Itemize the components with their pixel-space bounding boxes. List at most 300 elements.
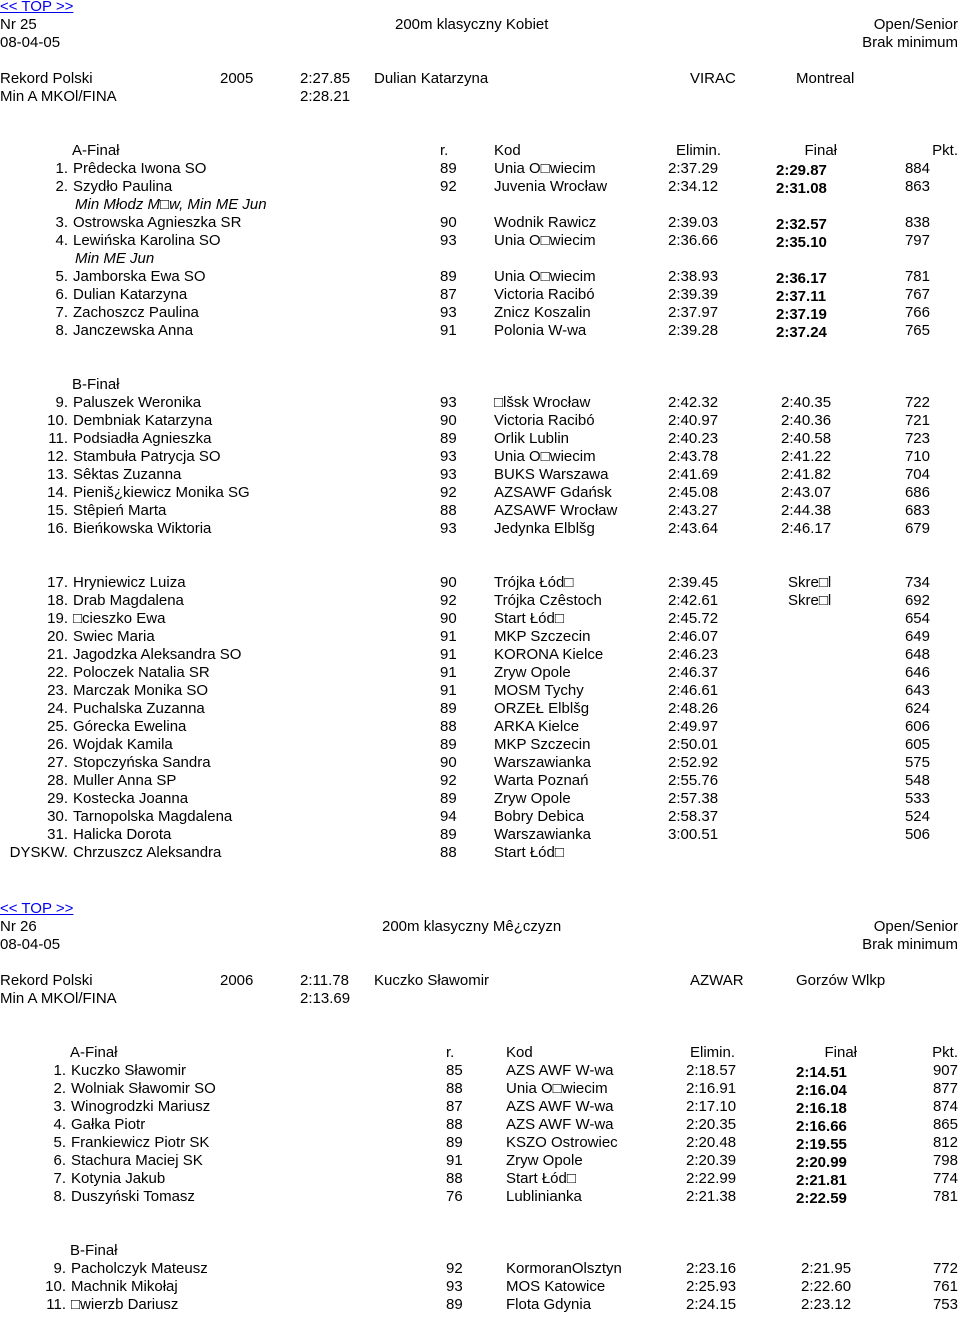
result-points: 722	[904, 394, 930, 411]
result-year: 85	[446, 1062, 463, 1079]
result-final-time: 2:43.07	[781, 484, 832, 501]
result-elim-time: 2:23.16	[686, 1260, 737, 1277]
record-label: Rekord Polski	[0, 70, 93, 87]
result-club: AZS AWF W-wa	[506, 1098, 614, 1115]
top-link[interactable]: << TOP >>	[0, 900, 74, 917]
result-points: 649	[904, 628, 930, 645]
event-number: Nr 26	[0, 918, 37, 935]
result-position: 23.	[47, 682, 68, 699]
record-time: 2:11.78	[300, 972, 349, 989]
result-final-time: 2:31.08	[776, 180, 827, 197]
result-elim-time: 2:49.97	[668, 718, 719, 735]
result-name: Dulian Katarzyna	[73, 286, 188, 303]
result-final-time: 2:40.58	[781, 430, 832, 447]
result-points: 774	[932, 1170, 958, 1187]
result-elim-time: 2:45.08	[668, 484, 719, 501]
result-points: 863	[904, 178, 930, 195]
result-name: Podsiadła Agnieszka	[73, 430, 212, 447]
result-position: 7.	[55, 304, 68, 321]
result-club: Znicz Koszalin	[494, 304, 591, 321]
result-position: 10.	[45, 1278, 66, 1295]
result-final-time: 2:41.22	[781, 448, 832, 465]
result-points: 721	[904, 412, 930, 429]
result-points: 797	[904, 232, 930, 249]
result-year: 88	[440, 502, 457, 519]
result-final-time: 2:21.81	[796, 1172, 847, 1189]
result-year: 89	[440, 700, 457, 717]
event-number: Nr 25	[0, 16, 37, 33]
record-name: Dulian Katarzyna	[374, 70, 489, 87]
result-club: Start Łód□	[494, 844, 564, 861]
result-elim-time: 2:48.26	[668, 700, 719, 717]
result-club: Jedynka Elblšg	[494, 520, 595, 537]
result-position: 8.	[55, 322, 68, 339]
result-name: Stachura Maciej SK	[71, 1152, 203, 1169]
result-points: 606	[904, 718, 930, 735]
header-final-a: A-Finał	[72, 142, 120, 159]
result-name: Puchalska Zuzanna	[73, 700, 205, 717]
result-elim-time: 2:18.57	[686, 1062, 737, 1079]
result-position: 13.	[47, 466, 68, 483]
result-points: 679	[904, 520, 930, 537]
result-elim-time: 2:40.23	[668, 430, 719, 447]
result-club: Unia O□wiecim	[494, 160, 596, 177]
result-elim-time: 2:42.32	[668, 394, 719, 411]
result-name: Duszyński Tomasz	[71, 1188, 195, 1205]
result-position: 7.	[53, 1170, 66, 1187]
result-year: 89	[440, 826, 457, 843]
result-club: Lublinianka	[506, 1188, 582, 1205]
result-name: Drab Magdalena	[73, 592, 184, 609]
result-name: Halicka Dorota	[73, 826, 172, 843]
header-final: Finał	[804, 142, 837, 159]
result-elim-time: 2:20.35	[686, 1116, 737, 1133]
result-club: Unia O□wiecim	[494, 232, 596, 249]
result-year: 91	[440, 646, 457, 663]
result-elim-time: 2:39.45	[668, 574, 719, 591]
result-points: 734	[904, 574, 930, 591]
result-position: 2.	[53, 1080, 66, 1097]
result-name: Tarnopolska Magdalena	[73, 808, 233, 825]
result-points: 648	[904, 646, 930, 663]
result-year: 91	[446, 1152, 463, 1169]
result-points: 506	[904, 826, 930, 843]
result-elim-time: 2:22.99	[686, 1170, 737, 1187]
result-year: 76	[446, 1188, 463, 1205]
result-name: Muller Anna SP	[73, 772, 177, 789]
result-final-time: 2:41.82	[781, 466, 832, 483]
result-position: 11.	[46, 1296, 66, 1313]
result-final-time: 2:20.99	[796, 1154, 847, 1171]
result-club: Juvenia Wrocław	[494, 178, 608, 195]
result-position: 25.	[47, 718, 68, 735]
record-club: AZWAR	[690, 972, 744, 989]
result-elim-time: 2:43.64	[668, 520, 719, 537]
header-final: Finał	[824, 1044, 857, 1061]
result-name: Wolniak Sławomir SO	[71, 1080, 216, 1097]
result-position: 21.	[47, 646, 68, 663]
result-year: 93	[440, 466, 457, 483]
result-year: 90	[440, 610, 457, 627]
result-final-time: 2:16.18	[796, 1100, 847, 1117]
result-position: 14.	[47, 484, 68, 501]
header-elim: Elimin.	[676, 142, 722, 159]
result-year: 92	[440, 178, 457, 195]
result-year: 89	[446, 1296, 463, 1313]
record-club: VIRAC	[690, 70, 736, 87]
result-elim-time: 2:39.28	[668, 322, 719, 339]
result-points: 838	[904, 214, 930, 231]
result-year: 88	[446, 1116, 463, 1133]
result-year: 93	[440, 232, 457, 249]
result-club: MOSM Tychy	[494, 682, 584, 699]
result-name: Górecka Ewelina	[73, 718, 187, 735]
result-position: DYSKW.	[9, 844, 68, 861]
header-year: r.	[440, 142, 449, 159]
result-points: 646	[904, 664, 930, 681]
result-club: ARKA Kielce	[494, 718, 580, 735]
result-club: KSZO Ostrowiec	[506, 1134, 618, 1151]
result-club: Wodnik Rawicz	[494, 214, 597, 231]
result-final-time: 2:44.38	[781, 502, 832, 519]
result-final-time: 2:29.87	[776, 162, 827, 179]
result-final-time: 2:40.36	[781, 412, 832, 429]
result-final-time: 2:35.10	[776, 234, 827, 251]
record-year: 2006	[220, 972, 254, 989]
result-final-time: 2:37.24	[776, 324, 827, 341]
result-name: □wierzb Dariusz	[71, 1296, 179, 1313]
result-final-time: 2:40.35	[781, 394, 832, 411]
result-final-time: 2:46.17	[781, 520, 832, 537]
result-elim-time: 2:52.92	[668, 754, 719, 771]
result-year: 91	[440, 682, 457, 699]
result-points: 781	[932, 1188, 958, 1205]
result-position: 20.	[47, 628, 68, 645]
result-club: Trójka Czêstoch	[494, 592, 602, 609]
result-points: 524	[904, 808, 930, 825]
result-position: 28.	[47, 772, 68, 789]
result-year: 88	[440, 844, 457, 861]
result-elim-time: 2:39.39	[668, 286, 719, 303]
result-position: 10.	[47, 412, 68, 429]
result-club: BUKS Warszawa	[494, 466, 609, 483]
result-position: 4.	[55, 232, 68, 249]
result-name: Szydło Paulina	[73, 178, 173, 195]
result-club: Start Łód□	[506, 1170, 576, 1187]
result-club: Warta Poznań	[494, 772, 589, 789]
result-club: KORONA Kielce	[494, 646, 604, 663]
header-year: r.	[446, 1044, 455, 1061]
result-name: Lewińska Karolina SO	[73, 232, 221, 249]
record-year: 2005	[220, 70, 254, 87]
event-minimum: Brak minimum	[862, 34, 958, 51]
result-name: Frankiewicz Piotr SK	[71, 1134, 210, 1151]
result-final-time: 2:22.59	[796, 1190, 847, 1207]
result-name: Jamborska Ewa SO	[73, 268, 206, 285]
result-points: 884	[904, 160, 930, 177]
result-club: Warszawianka	[494, 826, 591, 843]
result-points: 874	[932, 1098, 958, 1115]
result-position: 3.	[55, 214, 68, 231]
min-a-time: 2:13.69	[300, 990, 351, 1007]
result-club: Bobry Debica	[494, 808, 585, 825]
event-category: Open/Senior	[873, 16, 958, 33]
result-position: 9.	[53, 1260, 66, 1277]
header-club: Kod	[494, 142, 521, 159]
record-city: Montreal	[796, 70, 855, 87]
min-a-label: Min A MKOl/FINA	[0, 88, 117, 105]
result-club: Trójka Łód□	[494, 574, 574, 591]
result-elim-time: 2:46.07	[668, 628, 719, 645]
result-year: 92	[440, 772, 457, 789]
result-year: 94	[440, 808, 457, 825]
result-elim-time: 2:20.39	[686, 1152, 737, 1169]
result-final-time: Skre□l	[788, 574, 832, 591]
result-points: 761	[932, 1278, 958, 1295]
result-year: 91	[440, 628, 457, 645]
result-club: ORZEŁ Elblšg	[494, 700, 590, 717]
result-name: Stopczyńska Sandra	[73, 754, 211, 771]
min-a-label: Min A MKOl/FINA	[0, 990, 117, 1007]
result-year: 92	[446, 1260, 463, 1277]
result-points: 723	[904, 430, 930, 447]
result-position: 6.	[53, 1152, 66, 1169]
result-club: Flota Gdynia	[506, 1296, 592, 1313]
result-position: 5.	[55, 268, 68, 285]
result-club: AZSAWF Gdańsk	[494, 484, 612, 501]
result-name: Kostecka Joanna	[73, 790, 189, 807]
result-year: 88	[440, 718, 457, 735]
result-name: Swiec Maria	[73, 628, 155, 645]
result-name: Zachoszcz Paulina	[73, 304, 199, 321]
result-position: 1.	[53, 1062, 66, 1079]
result-points: 643	[904, 682, 930, 699]
result-elim-time: 2:16.91	[686, 1080, 737, 1097]
result-elim-time: 2:43.27	[668, 502, 719, 519]
result-final-time: 2:22.60	[801, 1278, 852, 1295]
result-club: AZSAWF Wrocław	[494, 502, 618, 519]
result-name: Dembniak Katarzyna	[73, 412, 213, 429]
result-points: 767	[904, 286, 930, 303]
result-year: 92	[440, 592, 457, 609]
result-position: 18.	[47, 592, 68, 609]
result-year: 90	[440, 574, 457, 591]
result-position: 27.	[47, 754, 68, 771]
result-points: 533	[904, 790, 930, 807]
result-points: 877	[932, 1080, 958, 1097]
result-final-time: 2:23.12	[801, 1296, 852, 1313]
result-elim-time: 2:36.66	[668, 232, 719, 249]
event-date: 08-04-05	[0, 936, 61, 953]
result-final-time: 2:19.55	[796, 1136, 847, 1153]
result-points: 686	[904, 484, 930, 501]
result-position: 2.	[55, 178, 68, 195]
result-name: Paluszek Weronika	[73, 394, 202, 411]
result-points: 798	[932, 1152, 958, 1169]
result-position: 31.	[47, 826, 68, 843]
event-title: 200m klasyczny Kobiet	[395, 16, 549, 33]
result-elim-time: 2:24.15	[686, 1296, 737, 1313]
result-name: Stêpień Marta	[73, 502, 167, 519]
result-club: AZS AWF W-wa	[506, 1062, 614, 1079]
result-name: Marczak Monika SO	[73, 682, 209, 699]
result-name: Wojdak Kamila	[73, 736, 173, 753]
result-points: 781	[904, 268, 930, 285]
result-final-time: 2:16.04	[796, 1082, 847, 1099]
result-year: 87	[440, 286, 457, 303]
result-position: 15.	[47, 502, 68, 519]
result-elim-time: 2:50.01	[668, 736, 719, 753]
result-club: Polonia W-wa	[494, 322, 587, 339]
result-elim-time: 2:42.61	[668, 592, 719, 609]
result-club: Zryw Opole	[494, 664, 571, 681]
result-elim-time: 2:55.76	[668, 772, 719, 789]
result-name: Ostrowska Agnieszka SR	[73, 214, 242, 231]
result-points: 765	[904, 322, 930, 339]
result-year: 90	[440, 214, 457, 231]
result-points: 766	[904, 304, 930, 321]
result-note: Min Młodz M□w, Min ME Jun	[75, 196, 267, 213]
event-nr-26	[0, 900, 960, 1317]
result-position: 1.	[55, 160, 68, 177]
result-name: Winogrodzki Mariusz	[71, 1098, 211, 1115]
result-points: 812	[932, 1134, 958, 1151]
result-points: 624	[904, 700, 930, 717]
header-elim: Elimin.	[690, 1044, 736, 1061]
result-position: 9.	[55, 394, 68, 411]
result-club: Victoria Racibó	[494, 412, 595, 429]
result-position: 6.	[55, 286, 68, 303]
event-minimum: Brak minimum	[862, 936, 958, 953]
result-position: 26.	[47, 736, 68, 753]
result-year: 90	[440, 754, 457, 771]
result-year: 89	[440, 160, 457, 177]
result-position: 4.	[53, 1116, 66, 1133]
result-year: 89	[440, 268, 457, 285]
result-points: 907	[932, 1062, 958, 1079]
result-elim-time: 3:00.51	[668, 826, 719, 843]
result-elim-time: 2:46.23	[668, 646, 719, 663]
result-final-time: 2:14.51	[796, 1064, 847, 1081]
result-name: Hryniewicz Luiza	[73, 574, 186, 591]
result-club: Zryw Opole	[506, 1152, 583, 1169]
header-pts: Pkt.	[932, 142, 958, 159]
result-position: 24.	[47, 700, 68, 717]
result-year: 89	[440, 790, 457, 807]
result-club: □lšsk Wrocław	[494, 394, 591, 411]
result-year: 91	[440, 664, 457, 681]
result-elim-time: 2:43.78	[668, 448, 719, 465]
result-name: Stambuła Patrycja SO	[73, 448, 221, 465]
result-position: 30.	[47, 808, 68, 825]
result-year: 88	[446, 1170, 463, 1187]
result-name: Janczewska Anna	[73, 322, 194, 339]
result-points: 692	[904, 592, 930, 609]
result-elim-time: 2:40.97	[668, 412, 719, 429]
result-club: KormoranOlsztyn	[506, 1260, 622, 1277]
event-date: 08-04-05	[0, 34, 61, 51]
result-elim-time: 2:38.93	[668, 268, 719, 285]
result-position: 17.	[47, 574, 68, 591]
result-club: Orlik Lublin	[494, 430, 570, 447]
result-position: 3.	[53, 1098, 66, 1115]
record-name: Kuczko Sławomir	[374, 972, 490, 989]
result-club: MKP Szczecin	[494, 628, 591, 645]
result-elim-time: 2:17.10	[686, 1098, 737, 1115]
header-club: Kod	[506, 1044, 533, 1061]
result-points: 710	[904, 448, 930, 465]
header-final-b: B-Finał	[70, 1242, 118, 1259]
result-elim-time: 2:21.38	[686, 1188, 737, 1205]
result-club: Victoria Racibó	[494, 286, 595, 303]
result-final-time: Skre□l	[788, 592, 832, 609]
result-points: 704	[904, 466, 930, 483]
result-points: 575	[904, 754, 930, 771]
result-elim-time: 2:20.48	[686, 1134, 737, 1151]
result-position: 11.	[48, 430, 68, 447]
result-club: Start Łód□	[494, 610, 564, 627]
result-year: 89	[440, 430, 457, 447]
result-position: 22.	[47, 664, 68, 681]
result-points: 654	[904, 610, 930, 627]
result-year: 91	[440, 322, 457, 339]
event-category: Open/Senior	[873, 918, 958, 935]
event-title: 200m klasyczny Mê¿czyzn	[382, 918, 562, 935]
result-name: Kuczko Sławomir	[71, 1062, 187, 1079]
result-elim-time: 2:39.03	[668, 214, 719, 231]
result-elim-time: 2:41.69	[668, 466, 719, 483]
result-name: Pacholczyk Mateusz	[71, 1260, 208, 1277]
result-name: Machnik Mikołaj	[71, 1278, 178, 1295]
result-year: 92	[440, 484, 457, 501]
result-final-time: 2:32.57	[776, 216, 827, 233]
result-elim-time: 2:37.29	[668, 160, 719, 177]
result-club: AZS AWF W-wa	[506, 1116, 614, 1133]
result-year: 90	[440, 412, 457, 429]
result-elim-time: 2:46.37	[668, 664, 719, 681]
header-pts: Pkt.	[932, 1044, 958, 1061]
result-name: □cieszko Ewa	[73, 610, 166, 627]
result-club: Zryw Opole	[494, 790, 571, 807]
result-points: 605	[904, 736, 930, 753]
min-a-time: 2:28.21	[300, 88, 351, 105]
result-club: Warszawianka	[494, 754, 591, 771]
result-points: 753	[932, 1296, 958, 1313]
result-elim-time: 2:58.37	[668, 808, 719, 825]
result-name: Bieńkowska Wiktoria	[73, 520, 212, 537]
result-final-time: 2:16.66	[796, 1118, 847, 1135]
result-name: Poloczek Natalia SR	[73, 664, 210, 681]
result-name: Prêdecka Iwona SO	[73, 160, 207, 177]
result-year: 93	[440, 520, 457, 537]
result-note: Min ME Jun	[75, 250, 155, 267]
header-final-a: A-Finał	[70, 1044, 118, 1061]
result-club: MKP Szczecin	[494, 736, 591, 753]
result-position: 16.	[47, 520, 68, 537]
result-position: 8.	[53, 1188, 66, 1205]
result-final-time: 2:37.11	[776, 288, 827, 305]
result-name: Kotynia Jakub	[71, 1170, 166, 1187]
top-link[interactable]: << TOP >>	[0, 0, 74, 15]
result-club: Unia O□wiecim	[494, 268, 596, 285]
result-elim-time: 2:57.38	[668, 790, 719, 807]
result-position: 19.	[47, 610, 68, 627]
result-club: Unia O□wiecim	[494, 448, 596, 465]
result-position: 5.	[53, 1134, 66, 1151]
record-label: Rekord Polski	[0, 972, 93, 989]
result-name: Sêktas Zuzanna	[73, 466, 182, 483]
result-year: 88	[446, 1080, 463, 1097]
